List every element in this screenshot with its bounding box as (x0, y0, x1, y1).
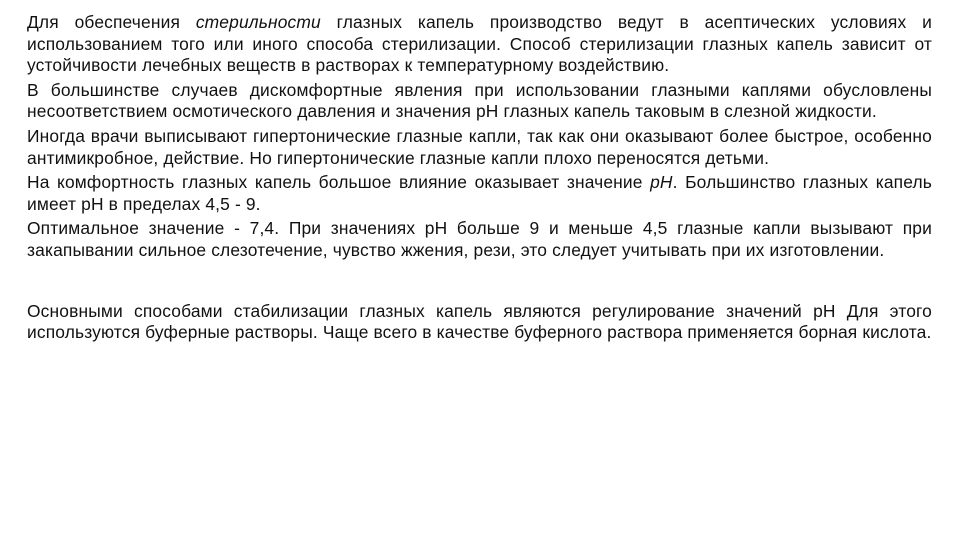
paragraph-comfort-ph (27, 172, 932, 215)
paragraph-text: глазных капель производство ведут в асептических условиях и использованием того или иного способа стерилизации. Способ стерилизации глазных капель зависит от устойчивости лечебных веществ в растворах к температурному воздействию. (27, 12, 932, 76)
paragraph-optimal-ph: Оптимальное значение - 7,4. При значениях рН больше 9 и меньше 4,5 глазные капли вызывают при закапывании сильное слезотечение, чувство жжения, рези, это следует учитывать при их изготовлении. (27, 218, 932, 260)
paragraph-text: Для обеспечения (27, 12, 196, 32)
emphasized-term: стерильности (195, 12, 321, 32)
paragraph-text: На комфортность глазных капель большое влияние оказывает значение (27, 172, 651, 193)
paragraph-discomfort: В большинстве случаев дискомфортные явления при использовании глазными каплями обусловлены несоответствием осмотического давления и значения рН глазных капель таковым в слезной жидкости. (27, 79, 932, 122)
emphasized-term: рН (650, 172, 673, 193)
paragraph-hypertonic: Иногда врачи выписывают гипертонические глазные капли, так как они оказывают более быстрое, особенно антимикробное, действие. Но гипертонические глазные капли плохо переносятся детьми. (27, 125, 932, 168)
paragraph-sterility (27, 12, 932, 77)
paragraph-stabilization: Основными способами стабилизации глазных капель являются регулирование значений рН Для этого используются буферные растворы. Чаще всего в качестве буферного раствора применяется борная кислота. (27, 300, 932, 343)
paragraph-text: . Большинство глазных капель имеет рН в пределах 4,5 - 9. (27, 172, 932, 214)
